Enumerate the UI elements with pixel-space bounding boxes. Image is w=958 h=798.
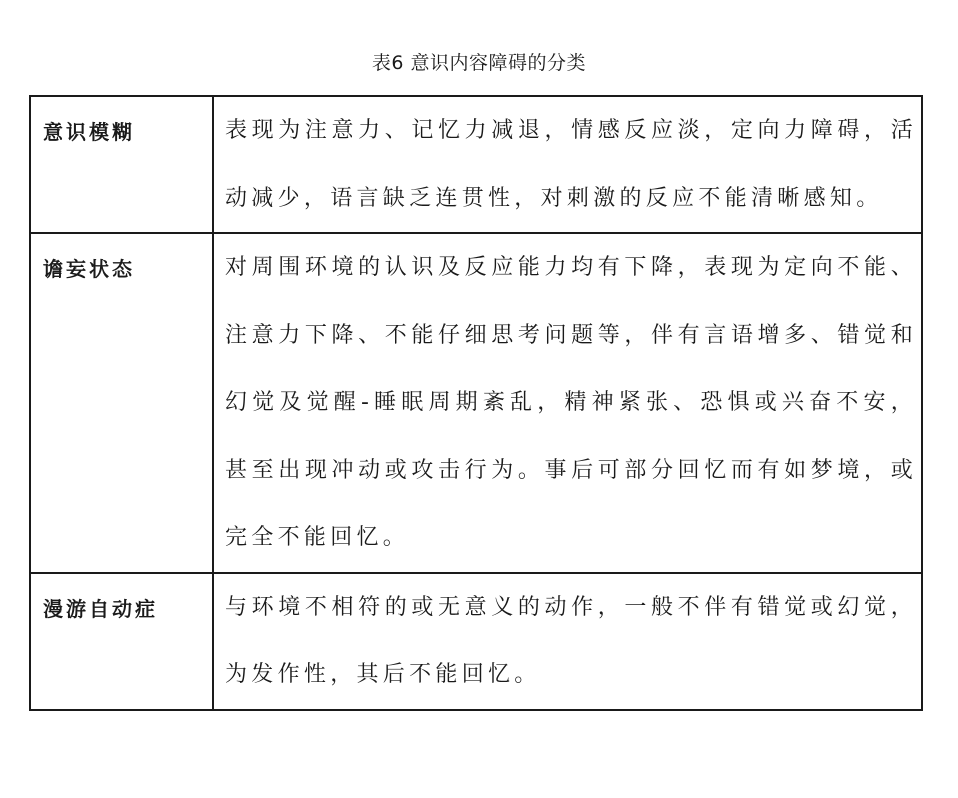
table-row bbox=[30, 573, 922, 710]
description-cell: 表现为注意力、记忆力减退，情感反应淡，定向力障碍，活动减少，语言缺乏连贯性，对刺激的反应不能清晰感知。 bbox=[213, 96, 922, 233]
description-cell: 与环境不相符的或无意义的动作，一般不伴有错觉或幻觉，为发作性，其后不能回忆。 bbox=[213, 573, 922, 710]
term-cell: 漫游自动症 bbox=[30, 573, 213, 710]
table-row bbox=[30, 96, 922, 233]
table-row bbox=[30, 233, 922, 573]
term-cell: 意识模糊 bbox=[30, 96, 213, 233]
description-cell: 对周围环境的认识及反应能力均有下降，表现为定向不能、注意力下降、不能仔细思考问题等，伴有言语增多、错觉和幻觉及觉醒-睡眠周期紊乱，精神紧张、恐惧或兴奋不安，甚至出现冲动或攻击行为。事后可部分回忆而有如梦境，或完全不能回忆。 bbox=[213, 233, 922, 573]
term-cell: 谵妄状态 bbox=[30, 233, 213, 573]
classification-table bbox=[29, 95, 923, 711]
table-caption: 表6 意识内容障碍的分类 bbox=[371, 52, 587, 74]
